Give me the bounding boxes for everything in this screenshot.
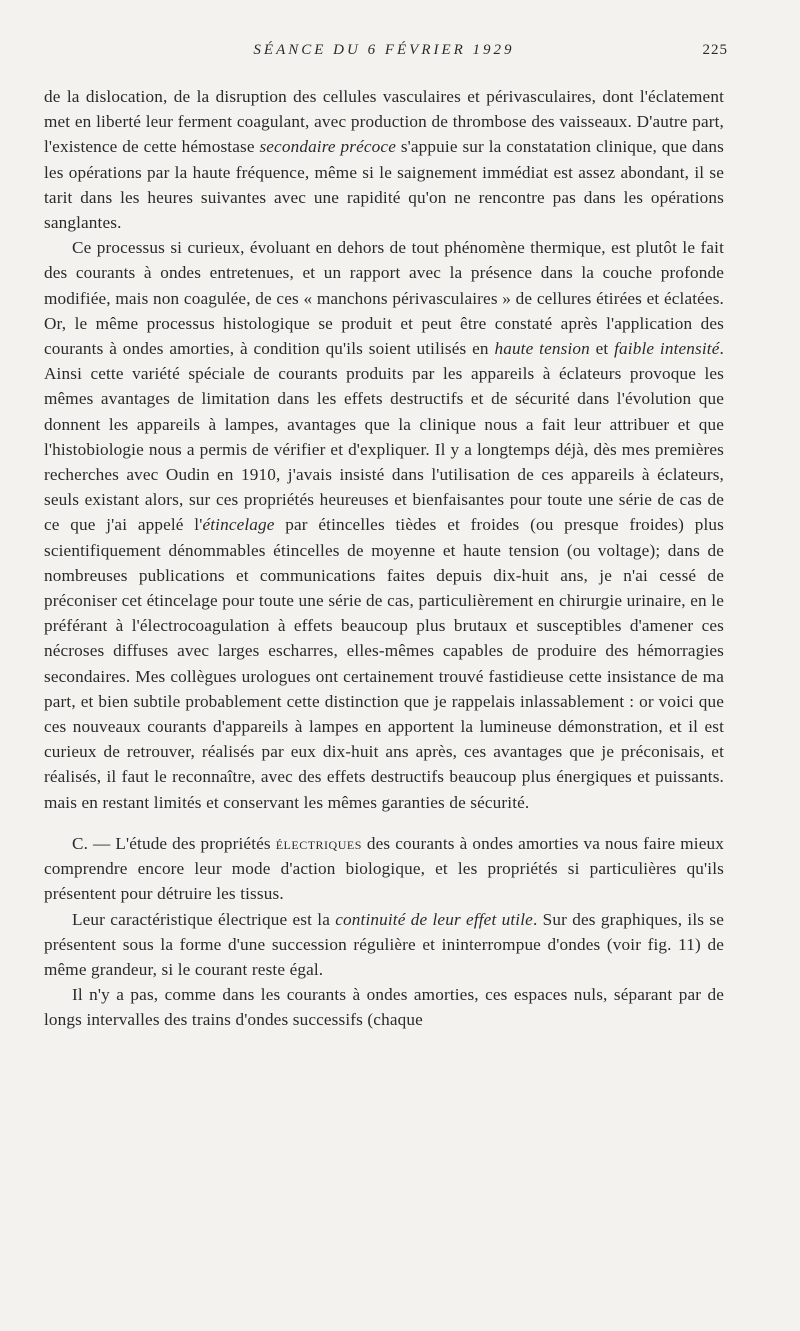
paragraph-4-text-end: . Sur des graphiques, ils se présentent sous la forme d'une succession régulière et ininterrompue d'ondes (voir fig. 11) de même grandeur, si le courant reste égal. bbox=[44, 909, 724, 979]
paragraph-4-emphasis: continuité de leur effet utile bbox=[335, 909, 533, 929]
paragraph-3 bbox=[44, 831, 724, 907]
running-head bbox=[44, 42, 728, 64]
paragraph-1-emphasis: secondaire précoce bbox=[259, 137, 396, 157]
paragraph-3-text-end: des courants à ondes amorties va nous faire mieux comprendre encore leur mode d'action biologique, et les propriétés si particulières qu'ils présentent pour détruire les tissus. bbox=[44, 833, 724, 904]
paragraph-2-text-end: par étincelles tièdes et froides (ou presque froides) plus scientifiquement dénommables étincelles de moyenne et haute tension (ou voltage); dans de nombreuses publications et communications faites depuis dix-huit ans, je n'ai cessé de préconiser cet étincelage pour toute une série de cas, particulièrement en chirurgie urinaire, en le préférant à l'électrocoagulation à effets beaucoup plus brutaux et susceptibles d'amener ces nécroses diffuses avec larges escharres, elles-mêmes capables de produire des hémorragies secondaires. Mes collègues urologues ont certainement trouvé fastidieuse cette insistance de ma part, et bien subtile probablement cette distinction que je rappelais inlassablement : or voici que ces nouveaux courants d'appareils à lampes en apportent la lumineuse démonstration, et il est curieux de retrouver, réalisés par eux dix-huit ans après, ces avantages que je préconisais, et réalisés, il faut le reconnaître, avec des effets destructifs beaucoup plus énergiques et puissants. mais en restant limités et conservant les mêmes garanties de sécurité. bbox=[44, 515, 724, 812]
paragraph-1-text-end: s'appuie sur la constatation clinique, que dans les opérations par la haute fréquence, même si le saignement immédiat est assez abondant, il se tarit dans les heures suivantes avec une rapidité qu'on ne rencontre pas dans les opérations sanglantes. bbox=[44, 137, 724, 233]
paragraph-1 bbox=[44, 84, 724, 235]
paragraph-2-emphasis-2: faible intensité bbox=[614, 339, 720, 359]
paragraph-2-text-middle: . Ainsi cette variété spéciale de courants produits par les appareils à éclateurs provoque les mêmes avantages de limitation dans les effets destructifs et de sécurité dans l'évolution que donnent les appareils à lampes, avantages que la clinique nous a fait leur attribuer et que l'histobiologie nous a permis de vérifier et d'expliquer. Il y a longtemps déjà, dès mes premières recherches avec Oudin en 1910, j'avais insisté dans l'utilisation de ces appareils à éclateurs, seuls existant alors, sur ces propriétés heureuses et bienfaisantes pour toute une série de cas de ce que j'ai appelé l' bbox=[44, 339, 724, 535]
page-number: 225 bbox=[702, 42, 728, 58]
paragraph-2-emphasis-3: étincelage bbox=[202, 515, 275, 535]
paragraph-5 bbox=[44, 982, 724, 1032]
paragraph-2-conjunction: et bbox=[589, 339, 615, 359]
paragraph-3-small-caps: électriques bbox=[275, 833, 362, 853]
paragraph-1-text: de la dislocation, de la disruption des cellules vasculaires et périvasculaires, dont l'éclatement met en liberté leur ferment coagulant, avec production de thrombose des vaisseaux. D'autre part, l'existence de cette hémostase bbox=[44, 87, 724, 157]
running-title: SÉANCE DU 6 FÉVRIER 1929 bbox=[253, 42, 515, 58]
body-text bbox=[44, 84, 724, 1033]
paragraph-4-text: Leur caractéristique électrique est la bbox=[72, 909, 336, 929]
paragraph-3-text: C. — L'étude des propriétés bbox=[72, 833, 276, 853]
paragraph-2 bbox=[44, 235, 724, 815]
paragraph-2-emphasis-1: haute tension bbox=[494, 339, 590, 359]
paragraph-4 bbox=[44, 907, 724, 983]
paragraph-2-text: Ce processus si curieux, évoluant en dehors de tout phénomène thermique, est plutôt le fait des courants à ondes entretenues, et un rapport avec la présence dans la couche profonde modifiée, mais non coagulée, de ces « manchons périvasculaires » de cellures étirées et éclatées. Or, le même processus histologique se produit et peut être constaté après l'application des courants à ondes amorties, à condition qu'ils soient utilisés en bbox=[44, 238, 724, 359]
paragraph-5-text: Il n'y a pas, comme dans les courants à ondes amorties, ces espaces nuls, séparant par de longs intervalles des trains d'ondes successifs (chaque bbox=[44, 985, 724, 1030]
